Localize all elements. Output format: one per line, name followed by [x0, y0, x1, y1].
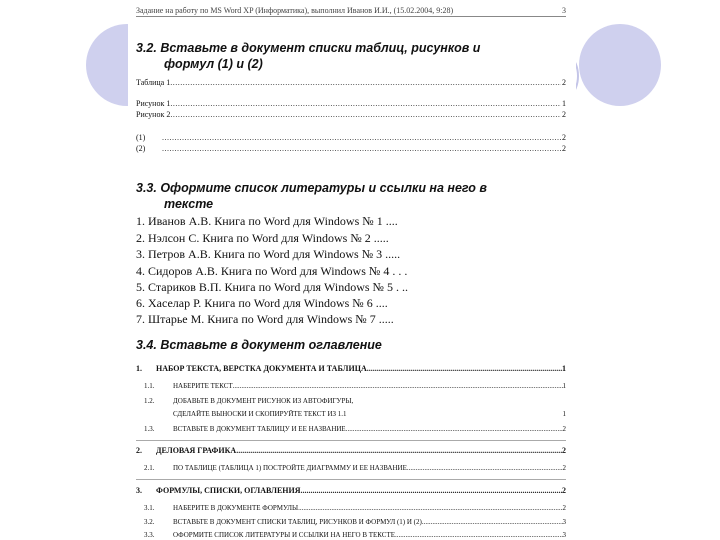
bibliography-item: 4. Сидоров А.В. Книга по Word для Windows № 4 . . .: [136, 264, 408, 278]
toc-entry-level2[interactable]: 3.1. НАБЕРИТЕ В ДОКУМЕНТЕ ФОРМУЛЫ ..... 2: [144, 504, 566, 513]
toc-divider: [136, 440, 566, 441]
toc-divider: [136, 479, 566, 480]
bibliography-item: 6. Хаселар Р. Книга по Word для Windows № 6 ....: [136, 296, 388, 310]
section-3-2-heading: 3.2. Вставьте в документ списки таблиц, рисунков и формул (1) и (2): [136, 41, 481, 71]
bibliography-item: 1. Иванов А.В. Книга по Word для Windows № 1 ....: [136, 214, 398, 228]
toc-entry-level2-continued[interactable]: СДЕЛАЙТЕ ВЫНОСКИ И СКОПИРУЙТЕ ТЕКСТ ИЗ 1.1 1: [173, 410, 566, 418]
toc-entry-level2[interactable]: 3.3. ОФОРМИТЕ СПИСОК ЛИТЕРАТУРЫ И ССЫЛКИ НА НЕГО В ТЕКСТЕ ..... 3: [144, 531, 566, 540]
formula-list-entry[interactable]: (2) ..... 2: [136, 144, 566, 153]
toc-entry-level1[interactable]: 3. ФОРМУЛЫ, СПИСКИ, ОГЛАВЛЕНИЯ ..... 2: [136, 486, 566, 496]
bibliography-item: 5. Стариков В.П. Книга по Word для Windows № 5 . ..: [136, 280, 408, 294]
document-page: [128, 0, 576, 540]
section-3-3-heading: 3.3. Оформите список литературы и ссылки на него в тексте: [136, 181, 487, 211]
section-3-4-heading: 3.4. Вставьте в документ оглавление: [136, 338, 382, 352]
toc-entry-level2[interactable]: 1.3. ВСТАВЬТЕ В ДОКУМЕНТ ТАБЛИЦУ И ЕЕ НАЗВАНИЕ ..... 2: [144, 425, 566, 434]
toc-entry-level2[interactable]: 1.1. НАБЕРИТЕ ТЕКСТ ..... 1: [144, 382, 566, 391]
bibliography-item: 7. Штарье М. Книга по Word для Windows № 7 .....: [136, 312, 394, 326]
figure-list-entry[interactable]: Рисунок 1 ..... 1: [136, 99, 566, 108]
table-list-entry[interactable]: Таблица 1 ..... 2: [136, 78, 566, 87]
toc-entry-level1[interactable]: 1. НАБОР ТЕКСТА, ВЕРСТКА ДОКУМЕНТА И ТАБЛИЦА ..... 1: [136, 364, 566, 374]
bibliography-item: 3. Петров А.В. Книга по Word для Windows № 3 .....: [136, 247, 401, 261]
bibliography-item: 2. Нэлсон С. Книга по Word для Windows № 2 .....: [136, 231, 389, 245]
header-text: Задание на работу по MS Word XP (Информатика), выполнил Иванов И.И., (15.02.2004, 9:28): [136, 6, 454, 15]
toc-entry-level1[interactable]: 2. ДЕЛОВАЯ ГРАФИКА ..... 2: [136, 446, 566, 456]
header-page-number: 3: [562, 6, 566, 15]
header-divider: [136, 16, 566, 17]
toc-entry-level2[interactable]: 3.2. ВСТАВЬТЕ В ДОКУМЕНТ СПИСКИ ТАБЛИЦ, РИСУНКОВ И ФОРМУЛ (1) И (2) ..... 3: [144, 518, 566, 527]
page-header: [136, 6, 566, 15]
toc-entry-level2[interactable]: 1.2. ДОБАВЬТЕ В ДОКУМЕНТ РИСУНОК ИЗ АВТОФИГУРЫ,: [144, 397, 354, 405]
toc-entry-level2[interactable]: 2.1. ПО ТАБЛИЦЕ (ТАБЛИЦА 1) ПОСТРОЙТЕ ДИАГРАММУ И ЕЕ НАЗВАНИЕ ..... 2: [144, 464, 566, 473]
formula-list-entry[interactable]: (1) ..... 2: [136, 133, 566, 142]
decor-circle-right: [579, 24, 661, 106]
figure-list-entry[interactable]: Рисунок 2 ..... 2: [136, 110, 566, 119]
